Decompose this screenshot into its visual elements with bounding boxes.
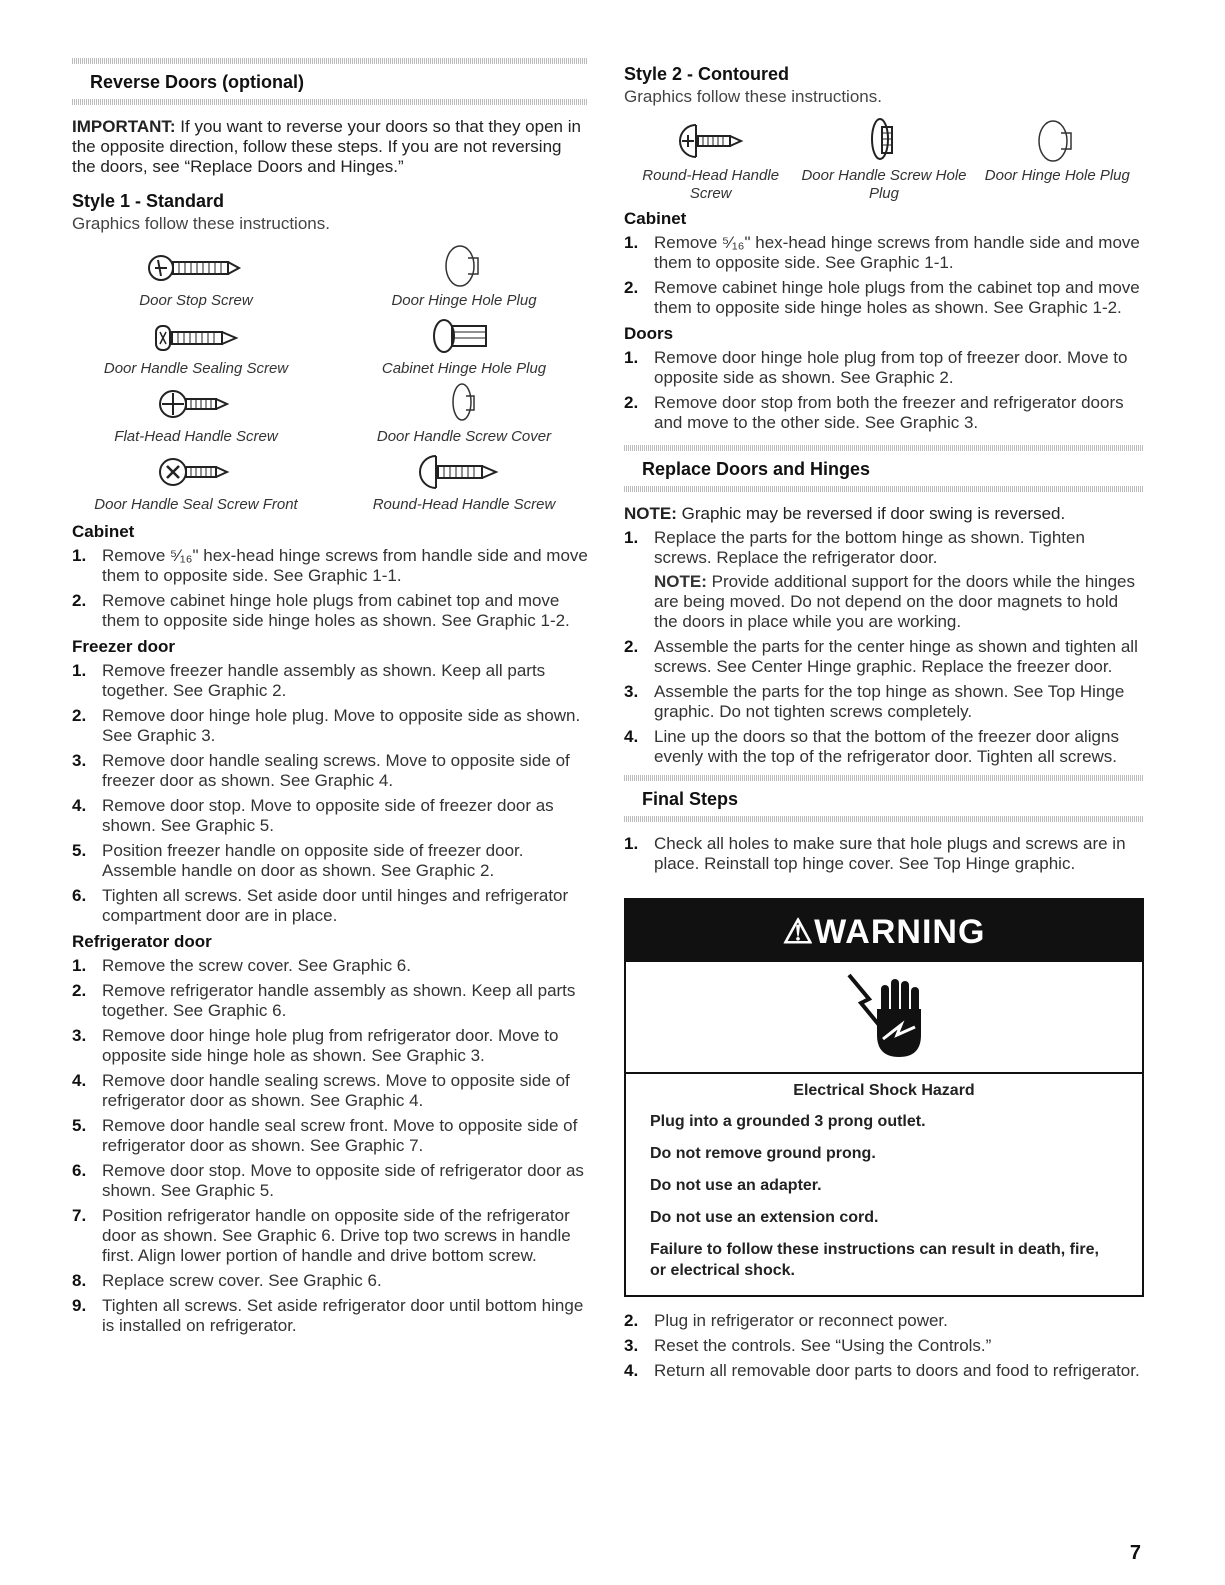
list-item: 9. Tighten all screws. Set aside refrigerator door until bottom hinge is installed on refrigerator. [72,1296,584,1335]
warning-title: Electrical Shock Hazard [793,1082,975,1099]
round-head-handle-screw-icon [666,119,756,163]
list-item: 3. Assemble the parts for the top hinge as shown. See Top Hinge graphic. Do not tighten screws completely. [624,682,1125,721]
refrigerator-door-steps [72,956,588,1336]
part-round-head-handle-screw [340,450,588,514]
part-label: Flat-Head Handle Screw [114,428,278,445]
support-note: NOTE: Provide additional support for the doors while the hinges are being moved. Do not depend on the door magnets to hold the doors in place while you are working. [654,572,1135,631]
part-door-hinge-hole-plug [340,246,588,310]
divider [624,445,1144,451]
divider [624,486,1144,492]
freezer-door-heading: Freezer door [72,637,175,656]
warning-box [624,898,1144,1297]
list-item: 1. Remove the screw cover. See Graphic 6. [72,956,411,975]
door-handle-seal-screw-front-icon [151,452,241,492]
style1-subtitle: Graphics follow these instructions. [72,214,330,233]
right-column [624,64,1144,1387]
divider [72,99,588,105]
cabinet-hinge-hole-plug-icon [424,316,504,356]
section-title-final-steps: Final Steps [642,789,739,809]
part-label: Door Handle Seal Screw Front [94,496,298,513]
list-item: 6. Tighten all screws. Set aside door until hinges and refrigerator compartment door are in place. [72,886,569,925]
list-item: 2. Remove refrigerator handle assembly as shown. Keep all parts together. See Graphic 6. [72,981,576,1020]
list-item: 1. Replace the parts for the bottom hinge as shown. Tighten screws. Replace the refrigerator door. NOTE: Provide additional support for the doors while the hinges are being moved. Do not depend on the door magnets to hold the doors in place while you are working. [624,528,1144,632]
important-text: If you want to reverse your doors so that they open in the opposite direction, follow these steps. If you are not reversing the doors, see “Replace Doors and Hinges.” [72,117,581,176]
warning-line: Do not use an extension cord. [650,1209,879,1226]
final-steps [624,834,1144,874]
style1-parts-grid [72,246,588,514]
part-cabinet-hinge-hole-plug [340,314,588,378]
replace-steps [624,528,1144,767]
list-item: 4. Line up the doors so that the bottom of the freezer door aligns evenly with the top of the refrigerator door. Tighten all screws. [624,727,1119,766]
freezer-door-steps [72,661,588,926]
final-steps-continued [624,1311,1144,1381]
doors-steps [624,348,1144,433]
part-label: Door Handle Sealing Screw [103,360,289,377]
part-label: Round-Head Handle Screw [642,167,780,202]
door-handle-sealing-screw-icon [146,320,246,356]
warning-triangle-icon: ⚠ [782,913,815,951]
part-label: Cabinet Hinge Hole Plug [381,360,547,377]
left-column [72,58,588,1342]
warning-line: Do not remove ground prong. [650,1145,876,1162]
part-label: Door Hinge Hole Plug [984,167,1130,184]
list-item: 2. Remove door hinge hole plug. Move to opposite side as shown. See Graphic 3. [72,706,581,745]
list-item: 6. Remove door stop. Move to opposite side of refrigerator door as shown. See Graphic 5. [72,1161,584,1200]
list-item: 1. Remove ⁵⁄₁₆" hex-head hinge screws from handle side and move them to opposite side. See Graphic 1-1. [72,546,588,585]
part-round-head-handle-screw [624,121,797,203]
cabinet-steps [72,546,588,631]
replace-note: NOTE: Graphic may be reversed if door swing is reversed. [624,504,1066,523]
cabinet-heading: Cabinet [72,522,135,541]
part-door-stop-screw [72,246,320,310]
section-title-replace-doors: Replace Doors and Hinges [642,459,871,479]
list-item: 3. Remove door handle sealing screws. Move to opposite side of freezer door as shown. See Graphic 4. [72,751,570,790]
door-stop-screw-icon [141,248,251,288]
door-handle-screw-hole-plug-icon [864,113,904,163]
part-door-handle-sealing-screw [72,314,320,378]
list-item: 4. Return all removable door parts to doors and food to refrigerator. [624,1361,1140,1380]
door-hinge-hole-plug-icon [1027,113,1087,163]
style2-subtitle: Graphics follow these instructions. [624,87,882,106]
round-head-handle-screw-icon [414,452,514,492]
list-item: 5. Position freezer handle on opposite side of freezer door. Assemble handle on door as shown. See Graphic 2. [72,841,524,880]
part-label: Door Handle Screw Hole Plug [801,167,967,202]
divider [72,58,588,64]
list-item: 2. Remove door stop from both the freezer and refrigerator doors and move to the other side. See Graphic 3. [624,393,1124,432]
electrical-shock-hand-icon [839,969,929,1065]
divider [624,816,1144,822]
page-number: 7 [1129,1542,1141,1564]
list-item: 3. Remove door hinge hole plug from refrigerator door. Move to opposite side hinge hole as shown. See Graphic 3. [72,1026,559,1065]
list-item: 4. Remove door handle sealing screws. Move to opposite side of refrigerator door as shown. See Graphic 4. [72,1071,570,1110]
part-label: Round-Head Handle Screw [372,496,556,513]
part-door-hinge-hole-plug [971,121,1144,203]
list-item: 4. Remove door stop. Move to opposite side of freezer door as shown. See Graphic 5. [72,796,554,835]
warning-header: ⚠WARNING [626,900,1142,962]
warning-symbol [626,962,1142,1074]
part-door-handle-seal-screw-front [72,450,320,514]
style2-parts-grid [624,121,1144,203]
refrigerator-door-heading: Refrigerator door [72,932,212,951]
list-item: 1. Remove door hinge hole plug from top of freezer door. Move to opposite side as shown. See Graphic 2. [624,348,1128,387]
list-item: 2. Remove cabinet hinge hole plugs from cabinet top and move them to opposite side hinge holes as shown. See Graphic 1-2. [72,591,570,630]
part-door-handle-screw-hole-plug [797,121,970,203]
list-item: 3. Reset the controls. See “Using the Controls.” [624,1336,992,1355]
door-handle-screw-cover-icon [444,374,484,424]
door-hinge-hole-plug-icon [434,238,494,288]
warning-line: Failure to follow these instructions can result in death, fire, or electrical shock. [650,1241,1099,1279]
list-item: 8. Replace screw cover. See Graphic 6. [72,1271,382,1290]
warning-line: Plug into a grounded 3 prong outlet. [650,1113,926,1130]
list-item: 2. Assemble the parts for the center hinge as shown and tighten all screws. See Center Hinge graphic. Replace the freezer door. [624,637,1138,676]
part-label: Door Handle Screw Cover [376,428,552,445]
list-item: 2. Plug in refrigerator or reconnect power. [624,1311,948,1330]
flat-head-handle-screw-icon [151,384,241,424]
important-label: IMPORTANT: [72,117,176,136]
part-flat-head-handle-screw [72,382,320,446]
section-title-reverse-doors: Reverse Doors (optional) [90,72,305,92]
warning-line: Do not use an adapter. [650,1177,822,1194]
cabinet-steps [624,233,1144,318]
divider [624,775,1144,781]
part-label: Door Hinge Hole Plug [391,292,537,309]
list-item: 1. Remove freezer handle assembly as shown. Keep all parts together. See Graphic 2. [72,661,546,700]
important-paragraph [72,117,588,177]
part-label: Door Stop Screw [139,292,253,309]
style2-title: Style 2 - Contoured [624,64,790,84]
part-door-handle-screw-cover [340,382,588,446]
list-item: 5. Remove door handle seal screw front. Move to opposite side of refrigerator door as shown. See Graphic 7. [72,1116,578,1155]
list-item: 1. Check all holes to make sure that hole plugs and screws are in place. Reinstall top hinge cover. See Top Hinge graphic. [624,834,1126,873]
warning-body [626,1074,1142,1295]
style1-title: Style 1 - Standard [72,191,225,211]
cabinet-heading: Cabinet [624,209,687,228]
list-item: 7. Position refrigerator handle on opposite side of the refrigerator door as shown. See Graphic 6. Drive top two screws in handle first. Align lower portion of handle and drive bottom screw. [72,1206,571,1265]
list-item: 2. Remove cabinet hinge hole plugs from the cabinet top and move them to opposite side hinge holes as shown. See Graphic 1-2. [624,278,1140,317]
doors-heading: Doors [624,324,674,343]
list-item: 1. Remove ⁵⁄₁₆" hex-head hinge screws from handle side and move them to opposite side. See Graphic 1-1. [624,233,1140,272]
